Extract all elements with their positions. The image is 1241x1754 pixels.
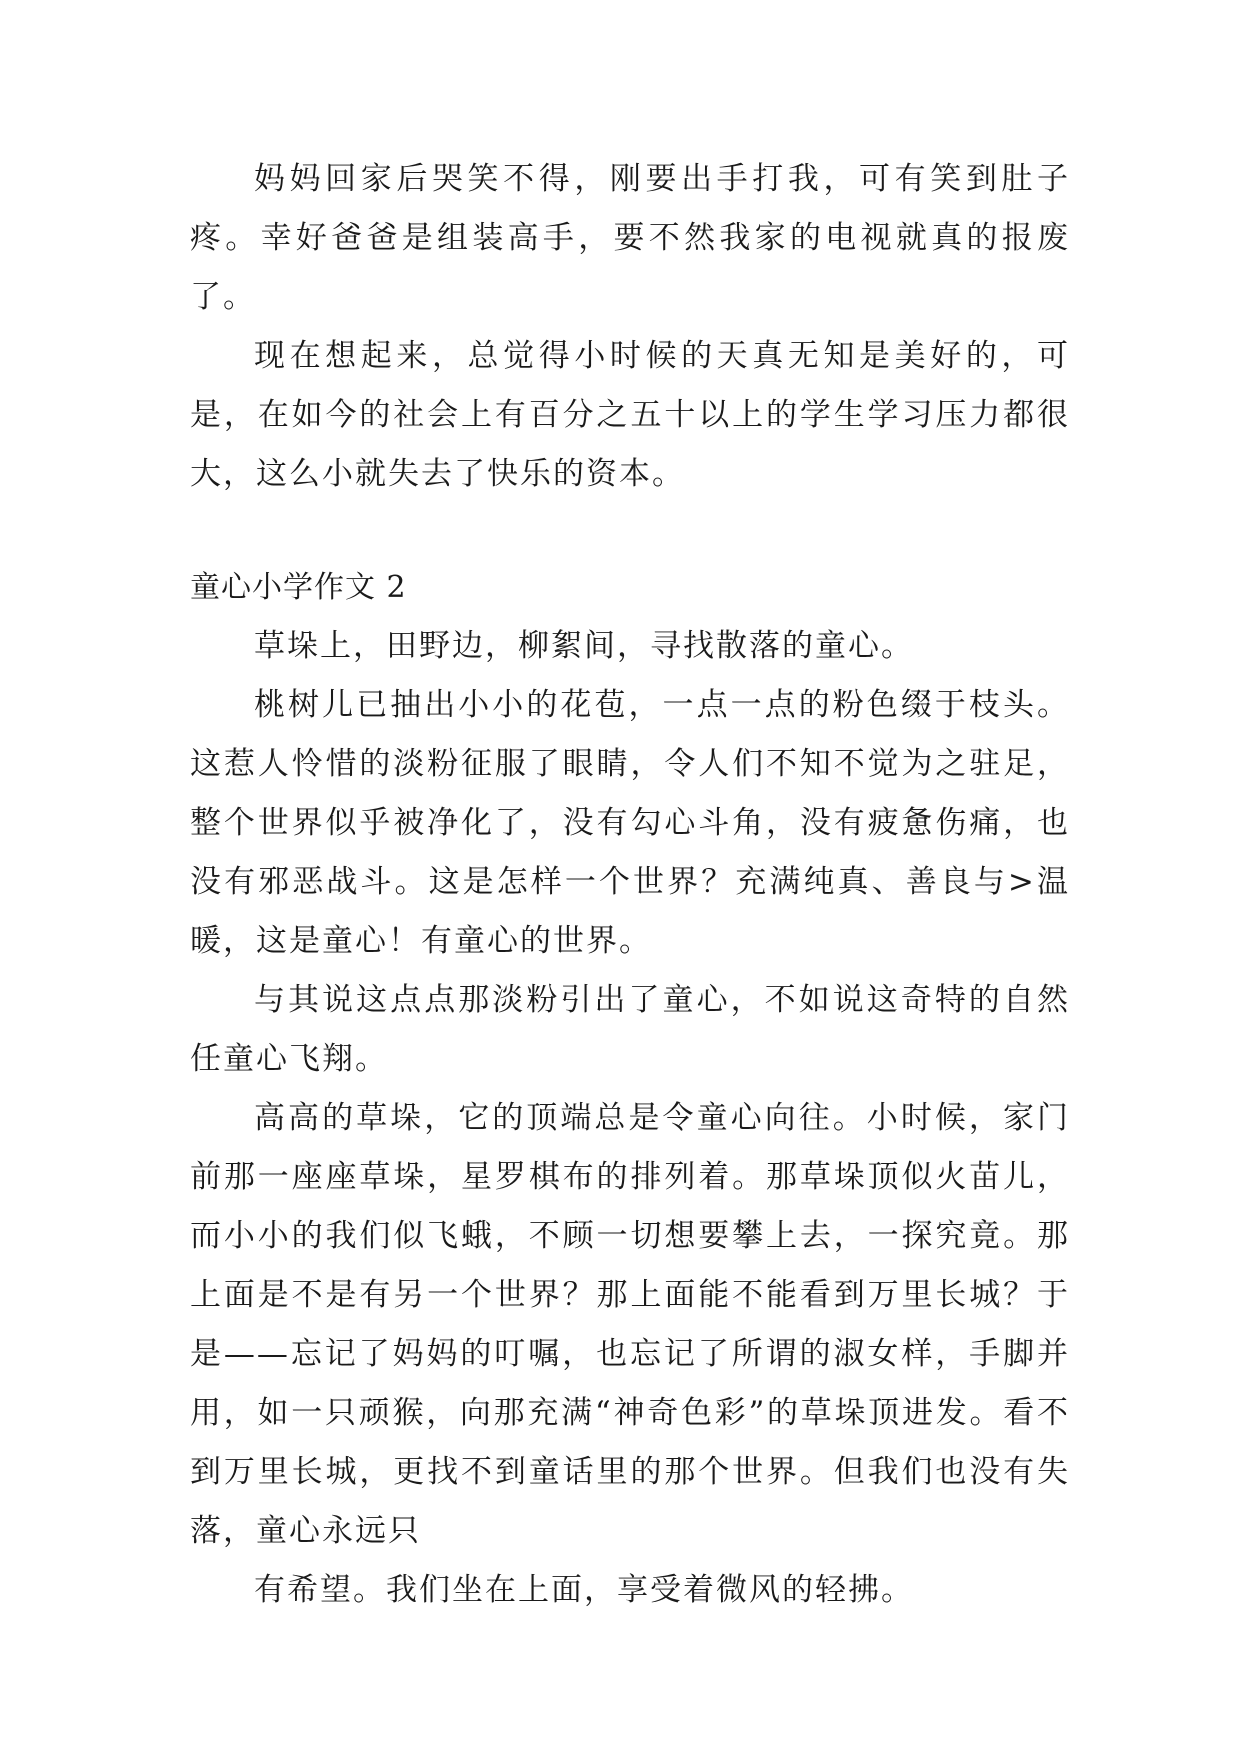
paragraph: 现在想起来，总觉得小时候的天真无知是美好的，可是，在如今的社会上有百分之五十以上的学生学习压力都很大，这么小就失去了快乐的资本。 bbox=[190, 338, 1070, 492]
section-heading: 童心小学作文 2 bbox=[190, 570, 407, 605]
paragraph: 妈妈回家后哭笑不得，刚要出手打我，可有笑到肚子疼。幸好爸爸是组装高手，要不然我家的电视就真的报废了。 bbox=[190, 161, 1070, 315]
paragraph: 桃树儿已抽出小小的花苞，一点一点的粉色缀于枝头。这惹人怜惜的淡粉征服了眼睛，令人们不知不觉为之驻足，整个世界似乎被净化了，没有勾心斗角，没有疲惫伤痛，也没有邪恶战斗。这是怎样一个世界？充满纯真、善良与>温暖，这是童心！有童心的世界。 bbox=[190, 687, 1070, 959]
document-page bbox=[190, 150, 1070, 1620]
paragraph: 有希望。我们坐在上面，享受着微风的轻拂。 bbox=[254, 1572, 914, 1608]
paragraph: 草垛上，田野边，柳絮间，寻找散落的童心。 bbox=[254, 628, 914, 664]
section-spacer bbox=[190, 504, 1070, 558]
paragraph: 高高的草垛，它的顶端总是令童心向往。小时候，家门前那一座座草垛，星罗棋布的排列着。那草垛顶似火苗儿，而小小的我们似飞蛾，不顾一切想要攀上去，一探究竟。那上面是不是有另一个世界？那上面能不能看到万里长城？于是——忘记了妈妈的叮嘱，也忘记了所谓的淑女样，手脚并用，如一只顽猴，向那充满“神奇色彩”的草垛顶进发。看不到万里长城，更找不到童话里的那个世界。但我们也没有失落，童心永远只 bbox=[190, 1100, 1070, 1549]
paragraph: 与其说这点点那淡粉引出了童心，不如说这奇特的自然任童心飞翔。 bbox=[190, 982, 1070, 1077]
